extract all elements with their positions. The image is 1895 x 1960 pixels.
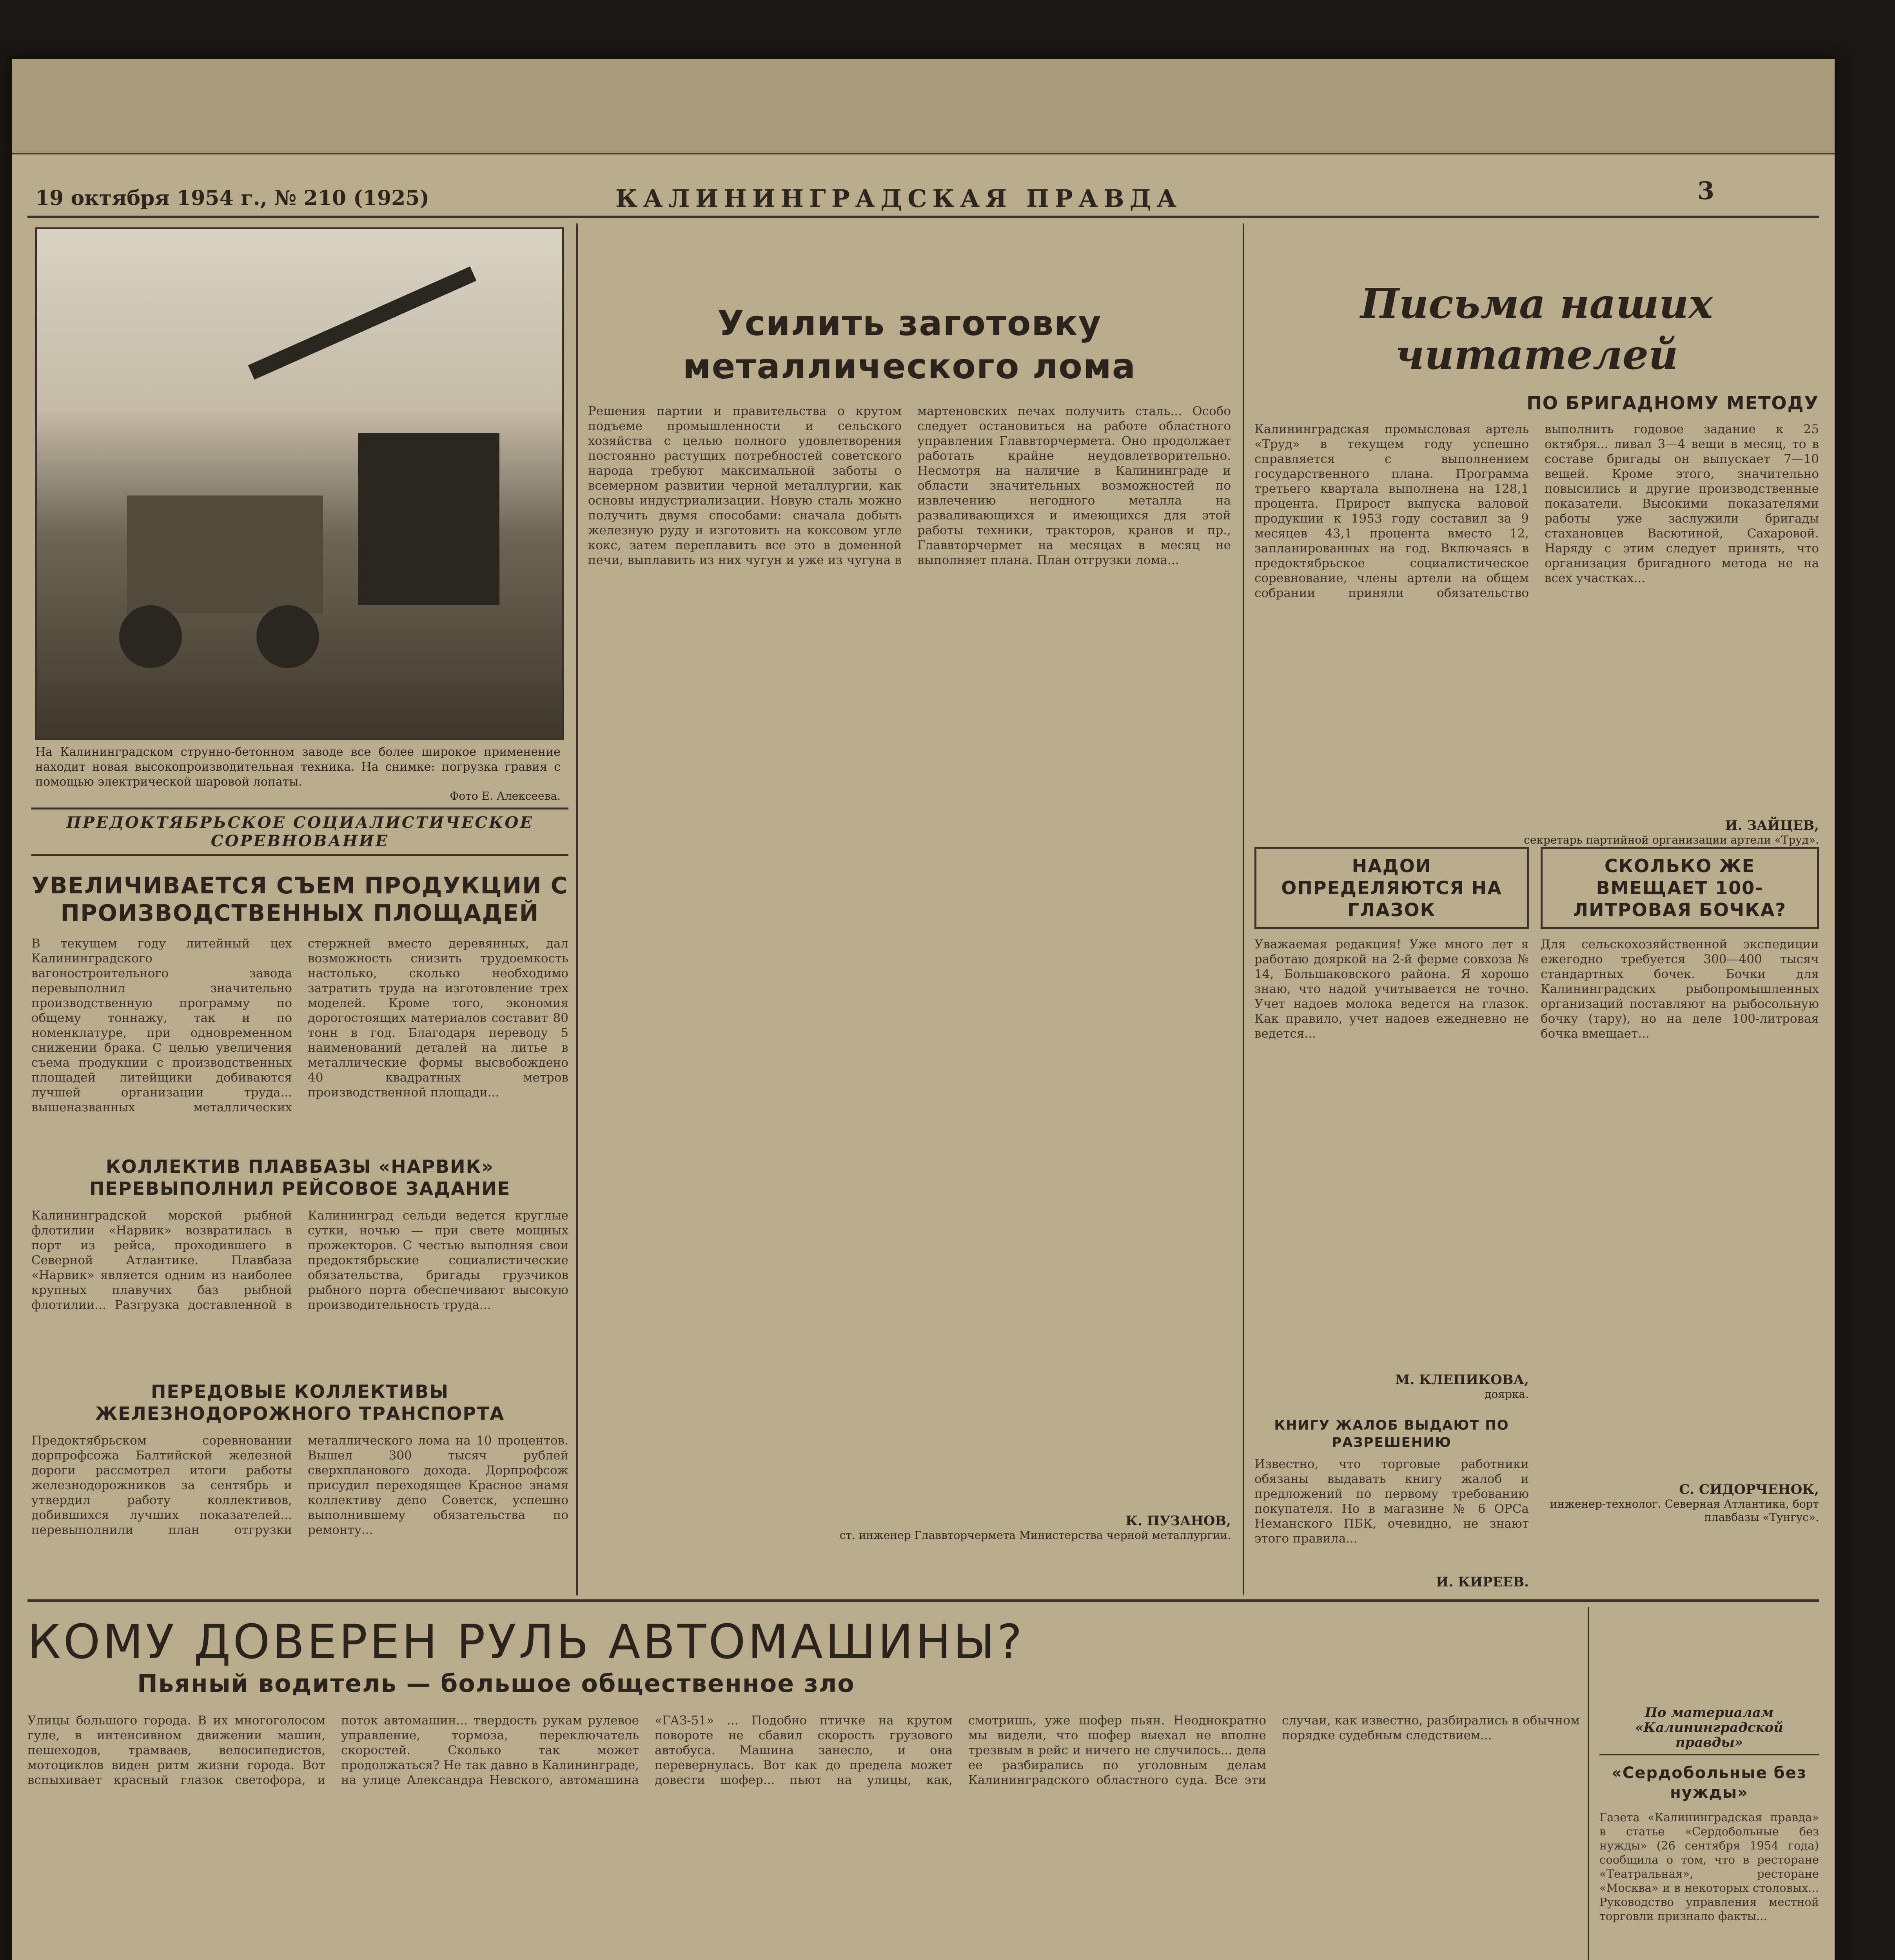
page-top-band	[12, 59, 1835, 154]
article-output: В текущем году литейный цех Калининградского вагоностроительного завода перевыполнил значительно производственную программу по общему тоннажу, так и по номенклатуре, при одновременном снижении брака. С целью увеличения съема продукции с производственных площадей литейщики добиваются лучшей организации труда... вышеназванных металлических стержней вместо деревянных, дал возможность снизить трудоемкость настолько, сколько необходимо затратить труда на изготовление трех моделей. Кроме того, экономия дорогостоящих материалов составит 80 тонн в год. Благодаря переводу 5 наименований деталей на литье в металлические формы высвобождено 40 квадратных метров производственной площади...	[31, 936, 568, 1114]
subhead-drunk: Пьяный водитель — большое общественное зло	[137, 1669, 855, 1698]
article-metal: Решения партии и правительства о крутом подъеме промышленности и сельского хозяйства с целью полного удовлетворения постоянно растущих потребностей советского народа требуют максимальной заботы о всемерном развитии черной металлургии, как основы индустриализации. Новую сталь можно получить двумя способами: сначала добыть железную руду и изготовить на коксовом угле кокс, затем переплавить все это в доменной печи, выплавить из них чугун и уже из чугуна в мартеновских печах получить сталь... Особо следует остановиться на работе областного управления Главвторчермета. Оно продолжает работать крайне неудовлетворительно. Несмотря на наличие в Калининграде и области значительных возможностей по извлечению негодного металла на разваливающихся и имеющихся для этой работы техники, тракторов, кранов и пр., Главвторчермет на месяцах в месяц не выполняет плана. План отгрузки лома...	[588, 404, 1231, 567]
headline-rail: ПЕРЕДОВЫЕ КОЛЛЕКТИВЫ ЖЕЛЕЗНОДОРОЖНОГО ТРАНСПОРТА	[95, 1381, 505, 1424]
column-divider	[1588, 1607, 1589, 1960]
issue-date: 19 октября 1954 г., № 210 (1925)	[35, 186, 430, 210]
milk-letter	[1254, 847, 1529, 1590]
complaints-signature: И. КИРЕЕВ.	[1436, 1574, 1529, 1590]
barrel-letter	[1541, 847, 1819, 1584]
headline-output: УВЕЛИЧИВАЕТСЯ СЪЕМ ПРОДУКЦИИ С ПРОИЗВОДСТВЕННЫХ ПЛОЩАДЕЙ	[31, 872, 568, 926]
photo-caption-block	[35, 745, 561, 800]
headline-barrel: СКОЛЬКО ЖЕ ВМЕЩАЕТ 100-ЛИТРОВАЯ БОЧКА?	[1541, 847, 1819, 929]
section-rule	[27, 1599, 1819, 1602]
photo-caption: На Калининградском струнно-бетонном заводе все более широкое применение находит новая высокопроизводительная техника. На снимке: погрузка гравия с помощью электрической шаровой лопаты.	[35, 745, 561, 789]
follow-up-section	[1599, 1705, 1819, 1960]
newspaper-page	[12, 59, 1835, 1960]
competition-section	[31, 808, 568, 1592]
headline-drunk: КОМУ ДОВЕРЕН РУЛЬ АВТОМАШИНЫ?	[27, 1615, 1025, 1670]
newspaper-title: КАЛИНИНГРАДСКАЯ ПРАВДА	[615, 184, 1182, 213]
barrel-signature: С. СИДОРЧЕНОК,	[1679, 1482, 1819, 1497]
article-drunk: Улицы большого города. В их многоголосом гуле, в интенсивном движении машин, пешеходов, трамваев, велосипедистов, мотоциклов виден ритм жизни города. Вот вспыхивает красный глазок светофора, и поток автомашин... твердость рукам рулевое управление, тормоза, переключатель скоростей. Сколько так может продолжаться? Не так давно в Калининграде, на улице Александра Невского, автомашина «ГАЗ-51» ... Подобно птичке на крутом повороте не сбавил скорость грузового автобуса. Машина занесло, и она перевернулась. Вот как до предела может довести шофер... пьют на улицы, как, смотришь, уже шофер пьян. Неоднократно мы видели, что шофер выехал не вполне трезвым в рейс и ничего не случилось... дела ее разбирались по уголовным делам Калининградского областного суда. Все эти случаи, как известно, разбирались в обычном порядке судебным следствием...	[27, 1713, 1580, 1787]
article-complaints: Известно, что торговые работники обязаны выдавать книгу жалоб и предложений по первому требованию покупателя. Но в магазине № 6 ОРСа Неманского ПБК, очевидно, не знают этого правила...	[1254, 1457, 1529, 1546]
milk-signature-title: доярка.	[1485, 1388, 1529, 1401]
article-follow-up: Газета «Калининградская правда» в статье «Сердобольные без нужды» (26 сентября 1954 года) сообщила о том, что в ресторане «Театральная», ресторане «Москва» и в некоторых столовых... Руководство управления местной торговли признало факты...	[1599, 1811, 1819, 1923]
article-barrel: Для сельскохозяйственной экспедиции ежегодно требуется 300—400 тысяч стандартных бочек. Бочки для Калининградских рыбопромышленных организаций поставляют на рыбосольную бочку (тару), но на деле 100-литровая бочка вмещает...	[1541, 937, 1819, 1041]
masthead-rule	[27, 216, 1819, 218]
column-divider	[1243, 223, 1244, 1595]
section-rubric: ПРЕДОКТЯБРЬСКОЕ СОЦИАЛИСТИЧЕСКОЕ СОРЕВНОВАНИЕ	[31, 808, 568, 856]
news-photo	[35, 227, 564, 740]
author-title: ст. инженер Главвторчермета Министерства черной металлургии.	[839, 1529, 1231, 1542]
headline-complaints: КНИГУ ЖАЛОБ ВЫДАЮТ ПО РАЗРЕШЕНИЮ	[1274, 1417, 1509, 1450]
article-rail: Предоктябрьском соревновании дорпрофсожа Балтийской железной дороги рассмотрел итоги работы железнодорожников за сентябрь и утвердил работу коллективов, добившихся лучших показателей... перевыполнили план отгрузки металлического лома на 10 процентов. Вышел 300 тысяч рублей сверхпланового дохода. Дорпрофсож присудил переходящее Красное знамя коллективу депо Советск, успешно выполнившему обязательства по ремонту...	[31, 1434, 568, 1537]
author-signature: К. ПУЗАНОВ,	[1125, 1513, 1231, 1529]
brigade-signature-title: секретарь партийной организации артели «Труд».	[1524, 833, 1819, 846]
barrel-signature-title: инженер-технолог. Северная Атлантика, борт плавбазы «Тунгус».	[1550, 1497, 1819, 1524]
headline-metal: Усилить заготовку металлического лома	[682, 303, 1136, 387]
article-milk: Уважаемая редакция! Уже много лет я работаю дояркой на 2-й ферме совхоза № 14, Большаковского района. Я хорошо знаю, что надой учитывается не точно. Учет надоев молока ведется на глазок. Как правило, учет надоев ежедневно не ведется...	[1254, 937, 1529, 1041]
headline-milk: НАДОИ ОПРЕДЕЛЯЮТСЯ НА ГЛАЗОК	[1254, 847, 1529, 929]
drunk-driver-section	[27, 1615, 1580, 1960]
letters-section	[1254, 278, 1819, 1592]
headline-brigade: ПО БРИГАДНОМУ МЕТОДУ	[1527, 392, 1819, 414]
article-brigade: Калининградская промысловая артель «Труд» в текущем году успешно справляется с выполнением государственного плана. Программа третьего квартала выполнена на 128,1 процента. Прирост выпуска валовой продукции к 1953 году составил за 9 месяцев 43,1 процента вместо 12, запланированных на год. Включаясь в предоктябрьское социалистическое соревнование, члены артели на общем собрании приняли обязательство выполнить годовое задание к 25 октября... ливал 3—4 вещи в месяц, то в составе бригады он выпускает 7—10 вещей. Кроме этого, значительно повысились и другие производственные показатели. Высокими показателями работы уже заслужили бригады стахановцев Васютиной, Сахаровой. Наряду с этим следует принять, что организация бригадного метода не на всех участках...	[1254, 422, 1819, 600]
metal-section	[588, 302, 1231, 1592]
photo-credit: Фото Е. Алексеева.	[450, 789, 561, 800]
headline-follow-up: «Сердобольные без нужды»	[1612, 1764, 1807, 1802]
headline-narvik: КОЛЛЕКТИВ ПЛАВБАЗЫ «НАРВИК» ПЕРЕВЫПОЛНИЛ РЕЙСОВОЕ ЗАДАНИЕ	[89, 1156, 511, 1199]
brigade-signature: И. ЗАЙЦЕВ,	[1725, 818, 1819, 833]
article-narvik: Калининградской морской рыбной флотилии «Нарвик» возвратилась в порт из рейса, проходившего в Северной Атлантике. Плавбаза «Нарвик» является одним из наиболее крупных плавучих баз рыбной флотилии... Разгрузка доставленной в Калининград сельди ведется круглые сутки, ночью — при свете мощных прожекторов. С честью выполняя свои предоктябрьские социалистические обязательства, бригады грузчиков рыбного порта обеспечивают высокую производительность труда...	[31, 1209, 568, 1312]
follow-up-rubric: По материалам «Калининградской правды»	[1599, 1705, 1819, 1755]
page-number: 3	[1697, 176, 1715, 205]
milk-signature: М. КЛЕПИКОВА,	[1395, 1372, 1529, 1388]
letters-title: Письма наших читателей	[1360, 279, 1713, 379]
column-divider	[576, 223, 578, 1595]
